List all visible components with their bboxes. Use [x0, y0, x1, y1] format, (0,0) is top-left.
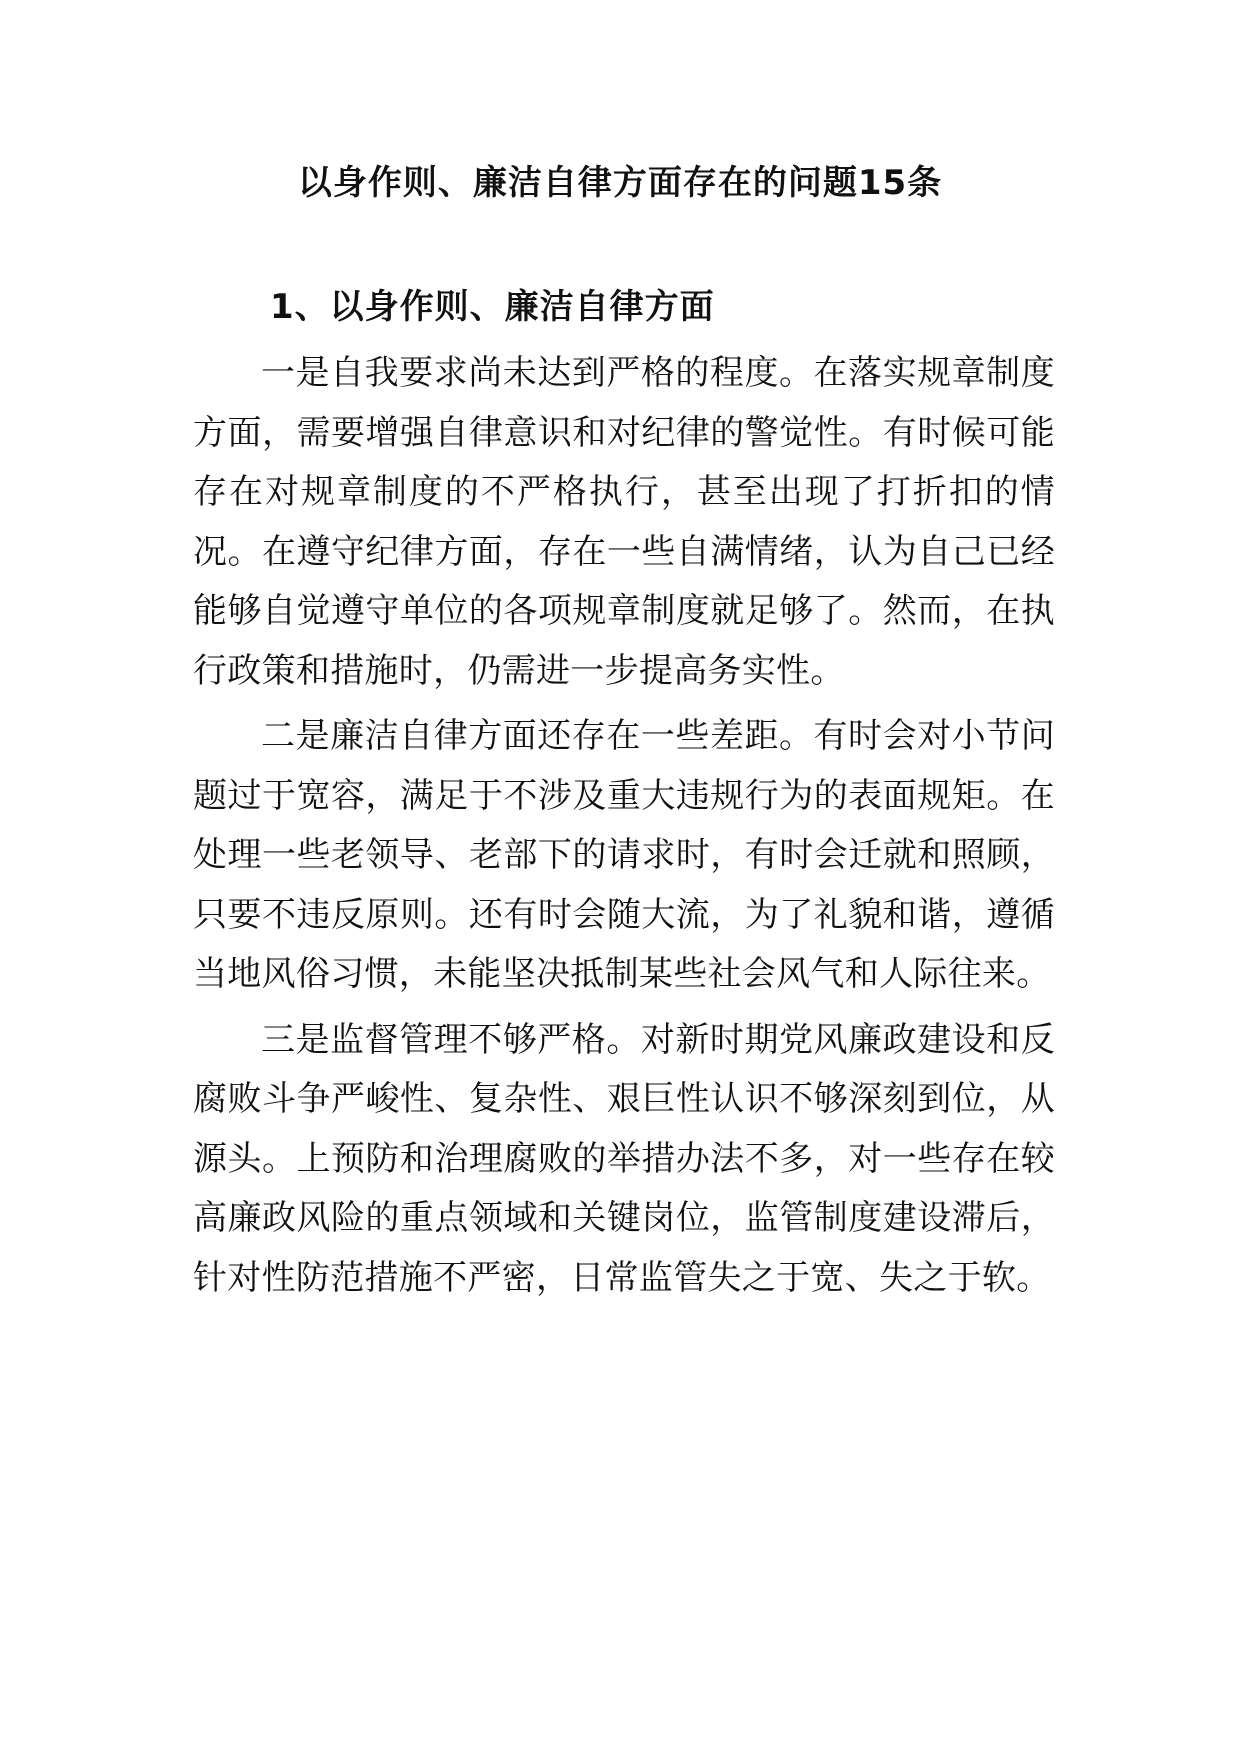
paragraph-1: 一是自我要求尚未达到严格的程度。在落实规章制度方面，需要增强自律意识和对纪律的警觉性。有时候可能存在对规章制度的不严格执行，甚至出现了打折扣的情况。在遵守纪律方面，存在一些自满情绪，认为自己已经能够自觉遵守单位的各项规章制度就足够了。然而，在执行政策和措施时，仍需进一步提高务实性。	[193, 353, 1055, 691]
paragraph-3: 三是监督管理不够严格。对新时期党风廉政建设和反腐败斗争严峻性、复杂性、艰巨性认识不够深刻到位，从源头。上预防和治理腐败的举措办法不多，对一些存在较高廉政风险的重点领域和关键岗位，监管制度建设滞后，针对性防范措施不严密，日常监管失之于宽、失之于软。	[193, 1019, 1055, 1298]
paragraph-2: 二是廉洁自律方面还存在一些差距。有时会对小节问题过于宽容，满足于不涉及重大违规行为的表面规矩。在处理一些老领导、老部下的请求时，有时会迁就和照顾，只要不违反原则。还有时会随大流，为了礼貌和谐，遵循当地风俗习惯，未能坚决抵制某些社会风气和人际往来。	[193, 716, 1055, 994]
document-title: 以身作则、廉洁自律方面存在的问题15条	[297, 163, 943, 203]
document-body	[193, 344, 1055, 1314]
section-heading: 1、以身作则、廉洁自律方面	[270, 287, 715, 327]
